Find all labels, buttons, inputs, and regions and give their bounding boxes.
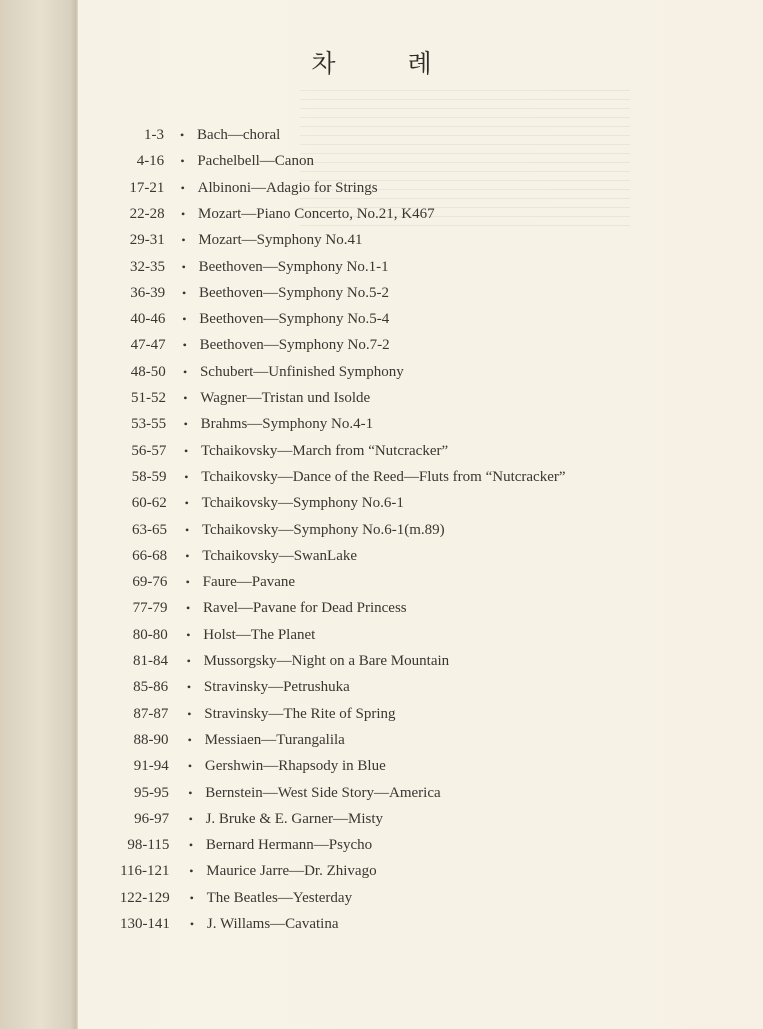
toc-entry	[0, 361, 763, 383]
toc-page-range: 88-90	[133, 731, 169, 748]
toc-page-range: 96-97	[134, 810, 170, 827]
toc-page-range: 95-95	[133, 784, 169, 801]
toc-entry-title: Tchaikovsky—Symphony No.6-1	[201, 495, 404, 512]
toc-entry-title: Tchaikovsky—Symphony No.6-1(m.89)	[201, 521, 445, 538]
toc-page-range: 48-50	[130, 363, 166, 380]
toc-entry	[0, 282, 763, 304]
toc-page-range: 58-59	[131, 468, 167, 485]
toc-page-range: 130-141	[119, 916, 170, 932]
toc-page-range: 36-39	[130, 284, 166, 301]
toc-entry-title: Schubert—Unfinished Symphony	[199, 363, 404, 380]
toc-entry-title: Bernstein—West Side Story—America	[205, 784, 441, 801]
bullet-icon: •	[181, 285, 187, 300]
toc-entry	[0, 413, 763, 435]
bullet-icon: •	[185, 548, 190, 563]
toc-entry-title: Gershwin—Rhapsody in Blue	[204, 758, 386, 775]
toc-entry	[0, 650, 763, 672]
bullet-icon: •	[188, 811, 193, 826]
toc-entry-title: Bach—choral	[197, 127, 281, 143]
bullet-icon: •	[180, 154, 185, 169]
toc-entry-title: J. Willams—Cavatina	[206, 916, 339, 932]
toc-page-range: 32-35	[129, 258, 165, 275]
toc-page-range: 122-129	[119, 889, 170, 906]
toc-page-range: 53-55	[131, 416, 167, 433]
bullet-icon: •	[187, 706, 192, 721]
toc-entry-title: Holst—The Planet	[203, 626, 316, 643]
toc-entry	[0, 387, 763, 409]
bullet-icon: •	[187, 732, 192, 747]
toc-entry-title: Wagner—Tristan und Isolde	[200, 390, 371, 406]
toc-entry-title: Albinoni—Adagio for Strings	[197, 179, 378, 196]
bullet-icon: •	[180, 206, 186, 221]
bullet-icon: •	[189, 864, 194, 879]
toc-page-range: 22-28	[129, 205, 165, 222]
toc-entry-title: Beethoven—Symphony No.1-1	[198, 258, 389, 275]
toc-page-range: 116-121	[120, 863, 170, 880]
toc-page-range: 17-21	[129, 179, 165, 196]
toc-entry	[0, 834, 763, 856]
toc-page-range: 51-52	[130, 390, 166, 406]
toc-entry-title: Bernard Hermann—Psycho	[205, 837, 373, 854]
toc-entry-title: Stravinsky—The Rite of Spring	[204, 705, 396, 722]
bullet-icon: •	[185, 575, 190, 590]
toc-entry	[0, 150, 763, 172]
toc-page-range: 47-47	[130, 337, 166, 354]
toc-page-range: 60-62	[131, 495, 167, 512]
toc-entry-title: Brahms—Symphony No.4-1	[200, 416, 374, 433]
toc-page-range: 77-79	[132, 600, 168, 617]
toc-page-range: 4-16	[136, 153, 165, 170]
toc-entry-title: J. Bruke & E. Garner—Misty	[205, 810, 384, 827]
toc-entry	[0, 545, 763, 567]
bullet-icon: •	[186, 627, 191, 642]
bullet-icon: •	[181, 259, 186, 274]
toc-entry	[0, 755, 763, 777]
bullet-icon: •	[183, 443, 189, 458]
bullet-icon: •	[183, 417, 188, 432]
toc-entry-title: Pachelbell—Canon	[197, 153, 314, 170]
toc-page-range: 66-68	[132, 547, 168, 564]
toc-entry	[0, 177, 763, 199]
toc-entry-title: Messiaen—Turangalila	[204, 731, 345, 748]
toc-page-range: 69-76	[132, 574, 168, 591]
toc-page-range: 91-94	[133, 758, 169, 775]
toc-page-range: 29-31	[129, 232, 165, 249]
toc-entry	[0, 624, 763, 646]
toc-entry	[0, 124, 763, 146]
toc-entry-title: Beethoven—Symphony No.5-2	[198, 284, 389, 301]
toc-page-range: 85-86	[133, 679, 169, 696]
bullet-icon: •	[188, 785, 193, 800]
toc-entry	[0, 203, 763, 225]
toc-entry	[0, 519, 763, 541]
toc-entry	[0, 308, 763, 330]
toc-entry-title: Mussorgsky—Night on a Bare Mountain	[203, 653, 450, 669]
toc-page-range: 98-115	[127, 837, 170, 854]
toc-entry-title: Ravel—Pavane for Dead Princess	[202, 600, 407, 617]
toc-entry	[0, 466, 763, 488]
toc-entry	[0, 492, 763, 514]
bullet-icon: •	[184, 522, 190, 537]
toc-page-range: 56-57	[131, 442, 167, 459]
toc-entry	[0, 729, 763, 751]
bullet-icon: •	[182, 312, 187, 327]
toc-entry	[0, 703, 763, 725]
bullet-icon: •	[181, 233, 186, 248]
toc-entry-title: Maurice Jarre—Dr. Zhivago	[206, 863, 377, 880]
toc-page-range: 40-46	[130, 311, 166, 328]
toc-entry	[0, 913, 763, 935]
toc-entry	[0, 334, 763, 356]
toc-page-range: 80-80	[132, 626, 168, 643]
toc-entry-title: Tchaikovsky—SwanLake	[202, 547, 358, 564]
toc-entry	[0, 440, 763, 462]
toc-entry-title: Tchaikovsky—Dance of the Reed—Fluts from “Nutcracker”	[201, 468, 566, 485]
toc-entry	[0, 860, 763, 882]
bullet-icon: •	[186, 654, 191, 668]
toc-entry	[0, 887, 763, 909]
toc-entry	[0, 256, 763, 278]
bullet-icon: •	[184, 469, 189, 484]
bullet-icon: •	[187, 759, 193, 774]
bullet-icon: •	[184, 496, 189, 511]
toc-page-range: 81-84	[132, 653, 168, 669]
toc-entry	[0, 808, 763, 830]
toc-page-range: 1-3	[144, 127, 164, 143]
bullet-icon: •	[180, 128, 185, 142]
toc-entry-title: Faure—Pavane	[202, 574, 296, 591]
bullet-icon: •	[182, 338, 187, 353]
page-title: 차 례	[311, 49, 464, 78]
bullet-icon: •	[189, 917, 195, 931]
bullet-icon: •	[180, 180, 185, 195]
toc-entry	[0, 597, 763, 619]
bullet-icon: •	[188, 838, 194, 853]
bullet-icon: •	[189, 890, 194, 905]
toc-entry-title: The Beatles—Yesterday	[206, 889, 353, 906]
bullet-icon: •	[182, 364, 188, 379]
toc-entry	[0, 782, 763, 804]
toc-entry-title: Stravinsky—Petrushuka	[203, 679, 350, 696]
toc-entry	[0, 229, 763, 251]
toc-entry-title: Beethoven—Symphony No.5-4	[199, 311, 390, 328]
bullet-icon: •	[186, 680, 192, 695]
toc-entry	[0, 676, 763, 698]
toc-entry-title: Mozart—Piano Concerto, No.21, K467	[197, 205, 435, 222]
toc-entry-title: Beethoven—Symphony No.7-2	[199, 337, 390, 354]
bullet-icon: •	[185, 601, 191, 616]
toc-page-range: 87-87	[133, 705, 169, 722]
toc-entry-title: Mozart—Symphony No.41	[198, 232, 363, 249]
toc-page-range: 63-65	[131, 521, 167, 538]
bullet-icon: •	[183, 391, 188, 405]
toc-entry-title: Tchaikovsky—March from “Nutcracker”	[200, 442, 449, 459]
toc-entry	[0, 571, 763, 593]
